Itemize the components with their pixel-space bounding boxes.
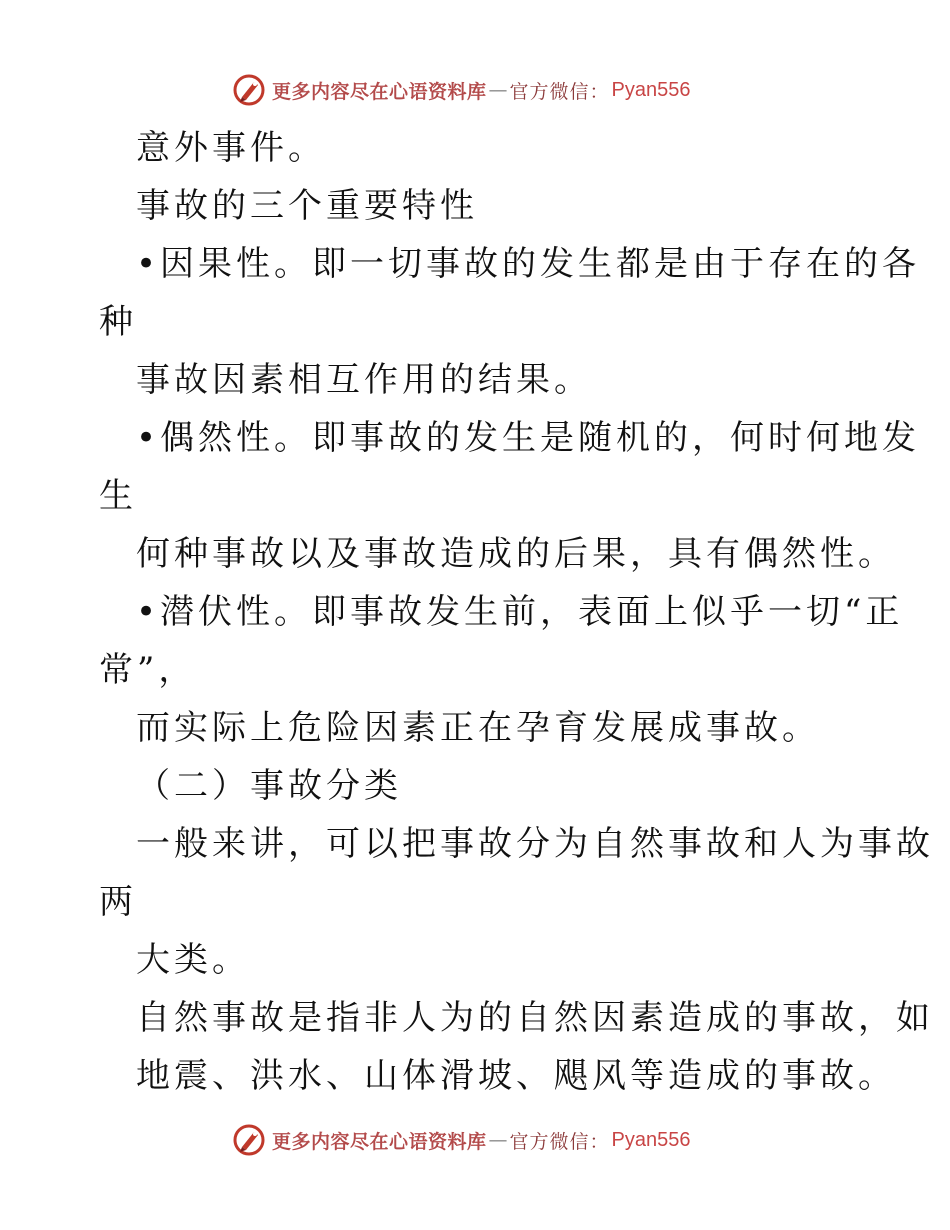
body-line-4: 种 [99,302,137,342]
body-line-6: •偶然性。即事故的发生是随机的，何时何地发 [136,418,921,458]
footer-site-text: 更多内容尽在心语资料库 [272,1130,487,1153]
body-line-15: 大类。 [136,940,250,980]
pen-logo-icon [232,73,266,107]
header-wechat-id: Pyan556 [611,78,691,101]
footer-wechat-label: 官方微信： [509,1130,610,1153]
body-line-1: 意外事件。 [136,128,326,168]
body-line-3: •因果性。即一切事故的发生都是由于存在的各 [136,244,921,284]
header-banner [232,72,691,108]
header-wechat-label: 官方微信： [509,80,610,103]
body-line-2: 事故的三个重要特性 [136,186,478,226]
header-dash: — [488,79,508,101]
body-line-9: •潜伏性。即事故发生前，表面上似乎一切“正 [136,592,904,632]
footer-wechat-id: Pyan556 [611,1128,691,1151]
body-line-16: 自然事故是指非人为的自然因素造成的事故，如 [136,998,934,1038]
body-line-17: 地震、洪水、山体滑坡、飓风等造成的事故。 [136,1056,896,1096]
body-line-8: 何种事故以及事故造成的后果，具有偶然性。 [136,534,896,574]
body-line-11: 而实际上危险因素正在孕育发展成事故。 [136,708,820,748]
footer-dash: — [488,1129,508,1151]
body-line-14: 两 [99,882,137,922]
footer-banner [232,1122,691,1158]
body-line-5: 事故因素相互作用的结果。 [136,360,592,400]
body-line-13: 一般来讲，可以把事故分为自然事故和人为事故 [136,824,934,864]
pen-logo-icon [232,1123,266,1157]
header-site-text: 更多内容尽在心语资料库 [272,80,487,103]
section-heading: （二）事故分类 [136,766,402,806]
body-line-10: 常”， [99,650,197,690]
body-line-7: 生 [99,476,137,516]
